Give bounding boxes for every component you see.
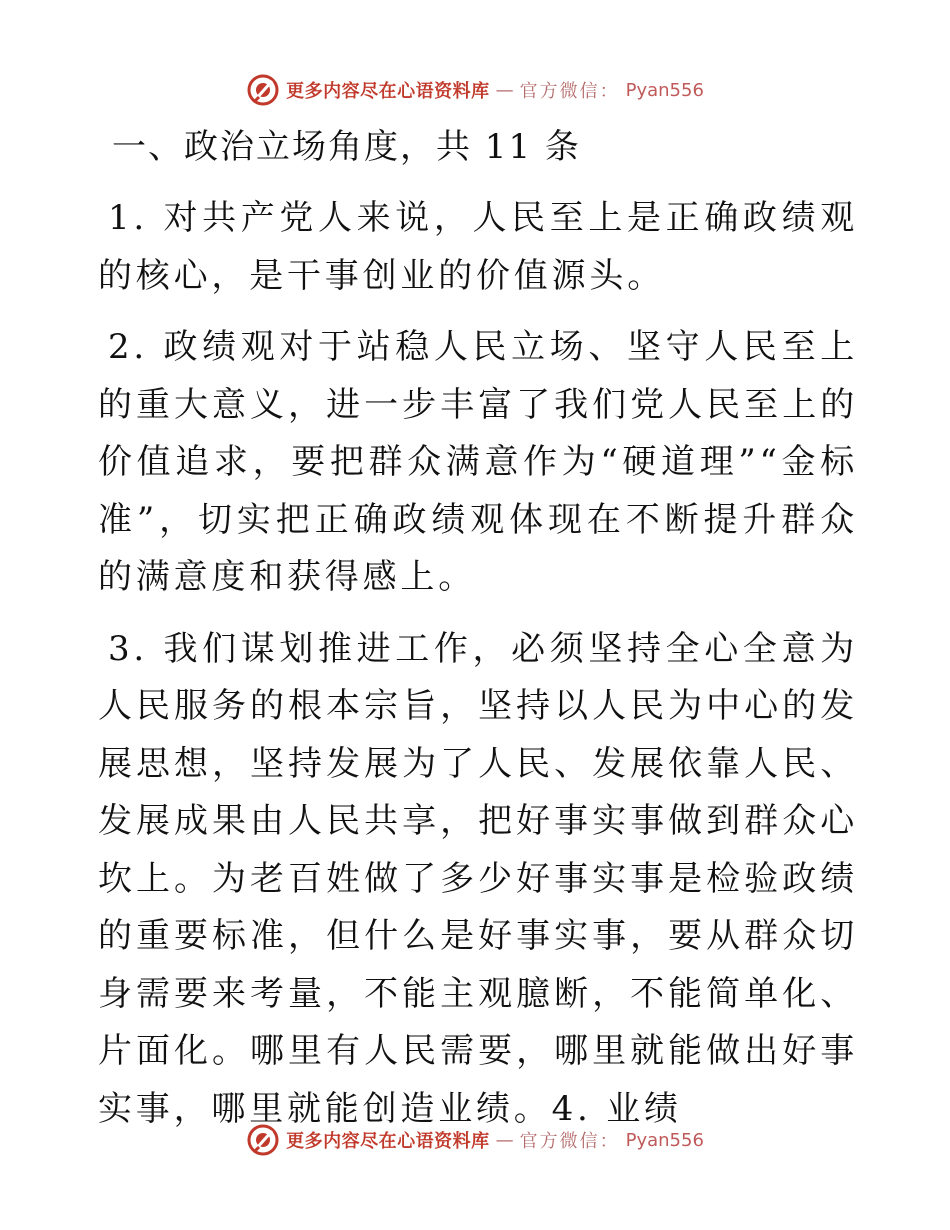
watermark-wechat-id: Pyan556 bbox=[625, 79, 704, 101]
paragraph-2: 2. 政绩观对于站稳人民立场、坚守人民至上的重大意义，进一步丰富了我们党人民至上的价值追求，要把群众满意作为“硬道理”“金标准”，切实把正确政绩观体现在不断提升群众的满意度和获得感上。 bbox=[98, 327, 858, 597]
watermark-separator: — bbox=[495, 1129, 514, 1151]
section-heading: 一、政治立场角度，共 11 条 bbox=[112, 127, 581, 167]
document-body bbox=[98, 118, 858, 1152]
pen-circle-logo-icon bbox=[246, 73, 280, 107]
watermark-header bbox=[0, 70, 950, 110]
paragraph-3: 3. 我们谋划推进工作，必须坚持全心全意为人民服务的根本宗旨，坚持以人民为中心的发展思想，坚持发展为了人民、发展依靠人民、发展成果由人民共享，把好事实事做到群众心坎上。为老百姓做了多少好事实事是检验政绩的重要标准，但什么是好事实事，要从群众切身需要来考量，不能主观臆断，不能简单化、片面化。哪里有人民需要，哪里就能做出好事实事，哪里就能创造业绩。4. 业绩 bbox=[98, 628, 858, 1129]
watermark-official-label: 官方微信： bbox=[519, 1131, 620, 1152]
paragraph-1: 1. 对共产党人来说，人民至上是正确政绩观的核心，是干事创业的价值源头。 bbox=[98, 198, 858, 296]
watermark-separator: — bbox=[495, 79, 514, 101]
watermark-brand: 更多内容尽在心语资料库 bbox=[286, 1131, 490, 1152]
watermark-brand: 更多内容尽在心语资料库 bbox=[286, 81, 490, 102]
watermark-wechat-id: Pyan556 bbox=[625, 1129, 704, 1151]
pen-circle-logo-icon bbox=[246, 1123, 280, 1157]
watermark-footer bbox=[0, 1120, 950, 1160]
watermark-official-label: 官方微信： bbox=[519, 81, 620, 102]
